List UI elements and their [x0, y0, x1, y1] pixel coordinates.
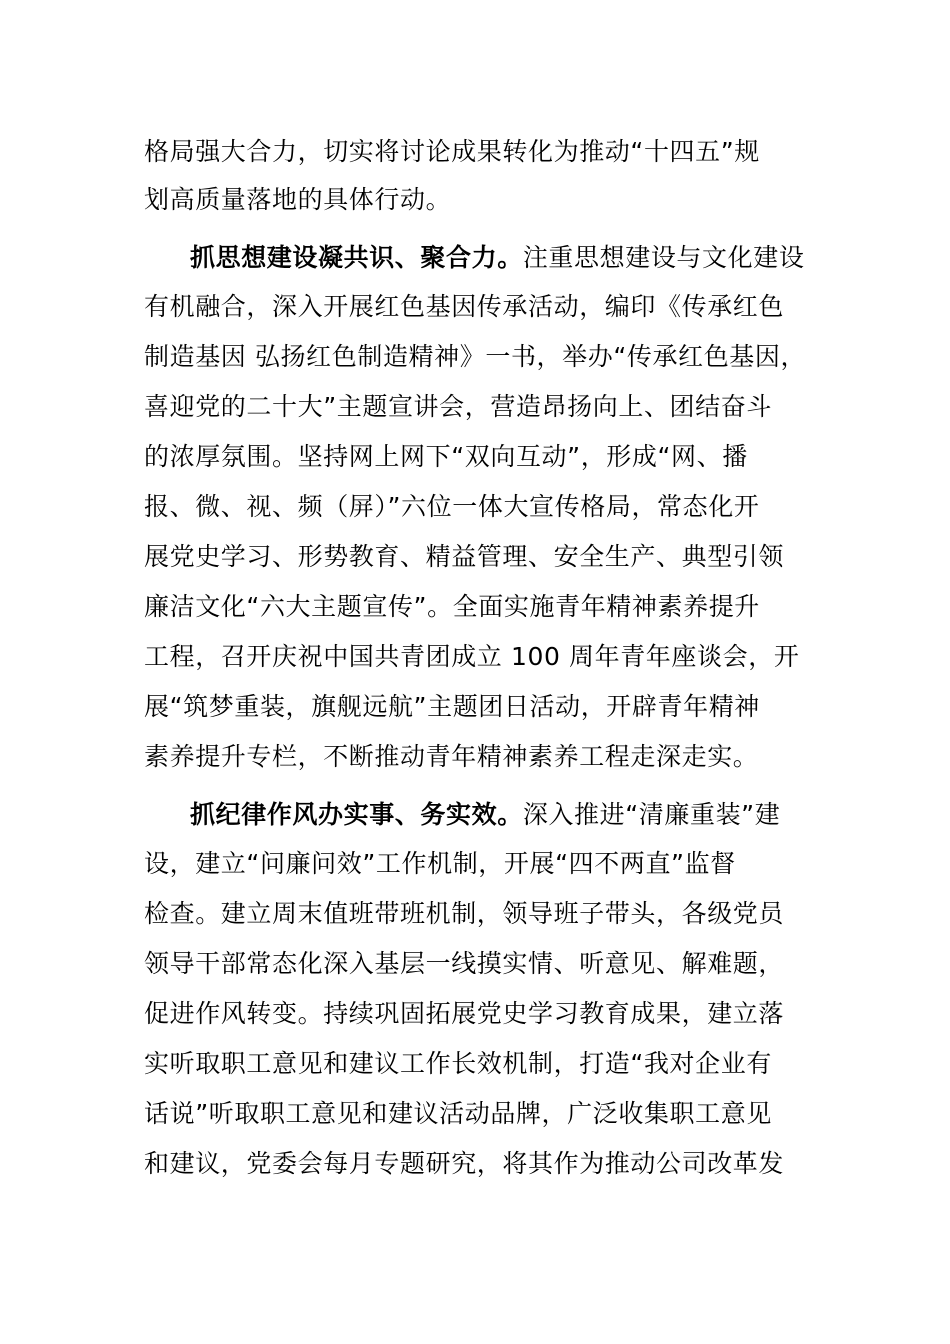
paragraph-line: 设，建立“问廉问效”工作机制，开展“四不两直”监督	[144, 849, 736, 878]
paragraph-line: 促进作风转变。持续巩固拓展党史学习教育成果，建立落	[144, 999, 785, 1028]
paragraph-line: 素养提升专栏，不断推动青年精神素养工程走深走实。	[144, 742, 759, 771]
paragraph-line: 格局强大合力，切实将讨论成果转化为推动“十四五”规	[144, 137, 760, 166]
paragraph-line: 划高质量落地的具体行动。	[144, 185, 452, 214]
paragraph-line: 报、微、视、频（屏）”六位一体大宣传格局，常态化开	[144, 492, 760, 521]
paragraph-line: 领导干部常态化深入基层一线摸实情、听意见、解难题，	[144, 949, 785, 978]
paragraph-line: 检查。建立周末值班带班机制，领导班子带头，各级党员	[144, 899, 785, 928]
paragraph-text: 注重思想建设与文化建设	[522, 243, 805, 272]
section-heading: 抓纪律作风办实事、务实效。	[190, 800, 523, 829]
section-heading: 抓思想建设凝共识、聚合力。	[190, 243, 523, 272]
paragraph-line: 工程，召开庆祝中国共青团成立 100 周年青年座谈会，开	[144, 642, 800, 671]
paragraph-line: 展党史学习、形势教育、精益管理、安全生产、典型引领	[144, 542, 785, 571]
paragraph-line: 和建议，党委会每月专题研究，将其作为推动公司改革发	[144, 1149, 785, 1178]
paragraph-line: 有机融合，深入开展红色基因传承活动，编印《传承红色	[144, 292, 785, 321]
paragraph-line: 话说”听取职工意见和建议活动品牌，广泛收集职工意见	[144, 1099, 772, 1128]
paragraph-line: 廉洁文化“六大主题宣传”。全面实施青年精神素养提升	[144, 592, 760, 621]
paragraph-first-line	[190, 800, 780, 830]
paragraph-line: 喜迎党的二十大”主题宣讲会，营造昂扬向上、团结奋斗	[144, 392, 772, 421]
paragraph-first-line	[190, 243, 804, 273]
paragraph-line: 的浓厚氛围。坚持网上网下“双向互动”，形成“网、播	[144, 442, 748, 471]
paragraph-line: 实听取职工意见和建议工作长效机制，打造“我对企业有	[144, 1049, 772, 1078]
paragraph-line: 展“筑梦重装，旗舰远航”主题团日活动，开辟青年精神	[144, 692, 760, 721]
paragraph-text: 深入推进“清廉重装”建	[522, 800, 781, 829]
paragraph-line: 制造基因 弘扬红色制造精神》一书，举办“传承红色基因，	[144, 342, 807, 371]
